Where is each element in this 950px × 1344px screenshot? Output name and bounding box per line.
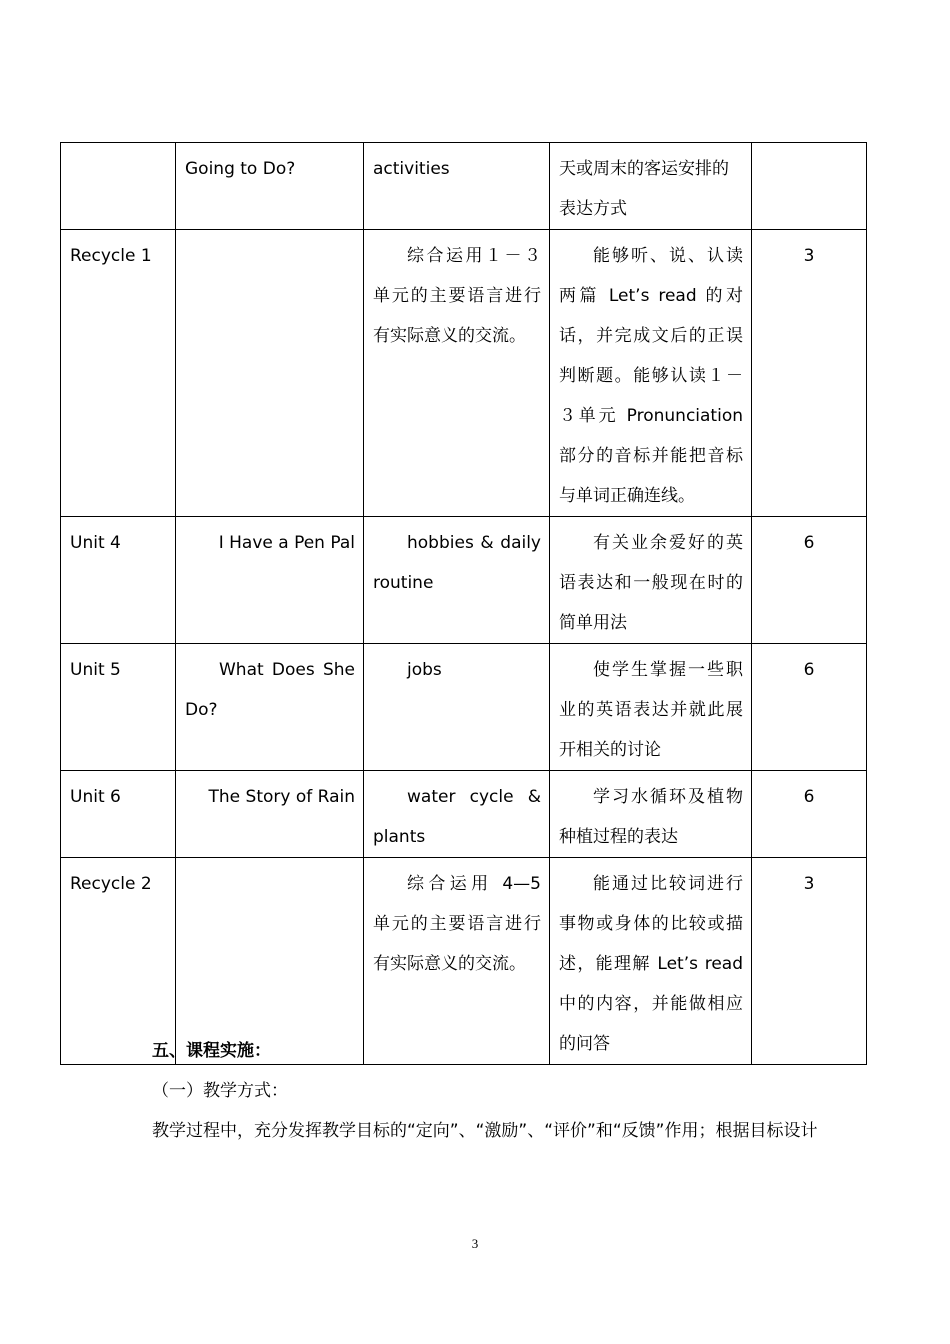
title-cell: What Does She Do? [176,644,364,771]
title-cell [176,230,364,517]
title-cell: The Story of Rain [176,771,364,858]
topic-cell: hobbies & daily routine [364,517,550,644]
topic-cell: activities [364,143,550,230]
unit-cell: Unit 5 [61,644,176,771]
hours-cell: 3 [752,858,867,1065]
hours-cell [752,143,867,230]
topic-cell: 综合运用 4—5 单元的主要语言进行有实际意义的交流。 [364,858,550,1065]
table-row [61,143,867,230]
section-heading: 五、课程实施： [152,1041,271,1061]
goal-cell: 能够听、说、认读两篇 Let’s read 的对话，并完成文后的正误判断题。能够认读１－３单元 Pronunciation 部分的音标并能把音标与单词正确连线。 [550,230,752,517]
hours-cell: 6 [752,644,867,771]
table-row [61,230,867,517]
hours-cell: 6 [752,517,867,644]
table-row [61,517,867,644]
unit-cell: Recycle 2 [61,858,176,1065]
curriculum-table [60,142,867,1065]
hours-cell: 3 [752,230,867,517]
title-cell [176,858,364,1065]
hours-cell: 6 [752,771,867,858]
goal-cell: 使学生掌握一些职业的英语表达并就此展开相关的讨论 [550,644,752,771]
sub-heading: （一）教学方式： [152,1081,288,1101]
table-row [61,771,867,858]
title-cell: I Have a Pen Pal [176,517,364,644]
goal-cell: 天或周末的客运安排的表达方式 [550,143,752,230]
body-paragraph: 教学过程中，充分发挥教学目标的“定向”、“激励”、“评价”和“反馈”作用；根据目标设计 [152,1121,818,1141]
topic-cell: 综合运用１－３单元的主要语言进行有实际意义的交流。 [364,230,550,517]
goal-cell: 学习水循环及植物种植过程的表达 [550,771,752,858]
unit-cell: Recycle 1 [61,230,176,517]
topic-cell: jobs [364,644,550,771]
table-row [61,644,867,771]
goal-cell: 能通过比较词进行事物或身体的比较或描述，能理解 Let’s read 中的内容，并能做相应的问答 [550,858,752,1065]
page-number: 3 [471,1236,479,1251]
unit-cell: Unit 6 [61,771,176,858]
title-cell: Going to Do? [176,143,364,230]
unit-cell [61,143,176,230]
goal-cell: 有关业余爱好的英语表达和一般现在时的简单用法 [550,517,752,644]
unit-cell: Unit 4 [61,517,176,644]
topic-cell: water cycle & plants [364,771,550,858]
table-row [61,858,867,1065]
